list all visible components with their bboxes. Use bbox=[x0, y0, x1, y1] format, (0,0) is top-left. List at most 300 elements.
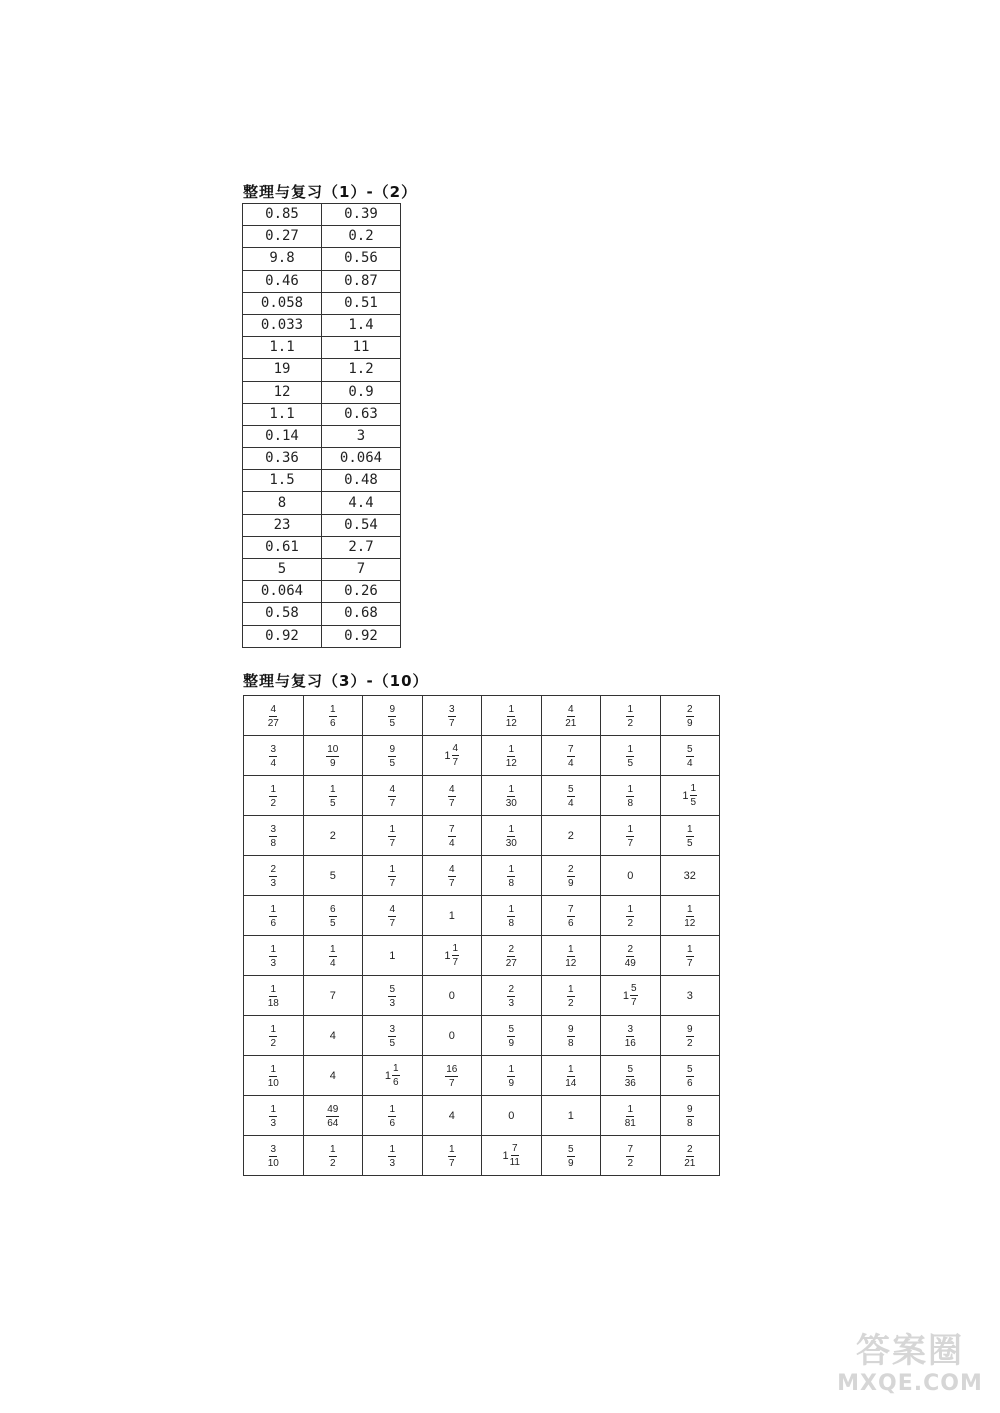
table-cell: 0.92 bbox=[243, 625, 322, 647]
fraction-denominator: 7 bbox=[631, 997, 637, 1008]
table-cell: 8 bbox=[243, 492, 322, 514]
fraction-denominator: 27 bbox=[267, 717, 279, 729]
fraction bbox=[448, 784, 456, 809]
fraction-body bbox=[507, 864, 515, 889]
fraction bbox=[625, 1104, 636, 1129]
fraction-body bbox=[565, 944, 576, 969]
fraction-denominator: 3 bbox=[508, 997, 515, 1009]
fraction bbox=[444, 743, 459, 768]
table-cell bbox=[363, 696, 423, 736]
fraction bbox=[269, 824, 277, 849]
fraction bbox=[448, 824, 456, 849]
table-cell bbox=[541, 736, 601, 776]
fraction-denominator: 4 bbox=[329, 957, 336, 969]
fraction bbox=[567, 784, 575, 809]
table-cell bbox=[303, 1096, 363, 1136]
fraction bbox=[329, 1144, 337, 1169]
fraction-denominator: 3 bbox=[389, 1157, 396, 1169]
table-cell bbox=[303, 736, 363, 776]
table-cell bbox=[541, 896, 601, 936]
fraction-numerator: 1 bbox=[627, 903, 634, 915]
table-cell bbox=[601, 976, 661, 1016]
fraction-denominator: 12 bbox=[565, 957, 577, 969]
fraction bbox=[626, 824, 634, 849]
fraction-body bbox=[630, 983, 638, 1008]
table-cell bbox=[244, 696, 304, 736]
fraction-body bbox=[626, 824, 634, 849]
fraction bbox=[506, 704, 517, 729]
fraction-denominator: 5 bbox=[690, 797, 697, 808]
fraction-whole: 1 bbox=[444, 949, 451, 962]
table-cell: 0 bbox=[422, 1016, 482, 1056]
fraction-numerator: 2 bbox=[508, 983, 515, 995]
table-cell: 0.39 bbox=[322, 204, 401, 226]
table-cell bbox=[660, 816, 720, 856]
table-cell bbox=[422, 1056, 482, 1096]
fraction-denominator: 49 bbox=[624, 957, 636, 969]
fraction-numerator: 4 bbox=[270, 703, 277, 715]
fraction-denominator: 27 bbox=[505, 957, 517, 969]
fraction bbox=[565, 1064, 576, 1089]
fraction-denominator: 6 bbox=[393, 1077, 399, 1088]
fraction bbox=[269, 944, 277, 969]
table-cell bbox=[422, 736, 482, 776]
fraction bbox=[567, 744, 575, 769]
fraction-denominator: 12 bbox=[505, 717, 517, 729]
fraction-body bbox=[388, 904, 396, 929]
fraction-body bbox=[268, 1064, 279, 1089]
fraction-body bbox=[690, 783, 698, 808]
fraction-body bbox=[506, 704, 517, 729]
fraction-body bbox=[268, 704, 279, 729]
fraction-denominator: 5 bbox=[329, 797, 336, 809]
table-row bbox=[243, 359, 401, 381]
table-row bbox=[244, 856, 720, 896]
fraction bbox=[385, 1063, 400, 1088]
table-cell: 1.5 bbox=[243, 470, 322, 492]
fraction-denominator: 3 bbox=[389, 997, 396, 1009]
fraction-numerator: 1 bbox=[270, 1103, 277, 1115]
fraction-denominator: 64 bbox=[327, 1117, 339, 1129]
table-row bbox=[244, 816, 720, 856]
table-cell bbox=[363, 1136, 423, 1176]
fraction-denominator: 7 bbox=[452, 957, 459, 968]
fraction-numerator: 1 bbox=[270, 1063, 277, 1075]
fraction-denominator: 30 bbox=[505, 837, 517, 849]
fraction-body bbox=[448, 704, 456, 729]
fraction-body bbox=[626, 784, 634, 809]
fraction bbox=[326, 744, 339, 769]
table-cell bbox=[541, 1056, 601, 1096]
fraction-body bbox=[567, 784, 575, 809]
table-cell: 0.033 bbox=[243, 314, 322, 336]
fraction-body bbox=[686, 1064, 694, 1089]
table-cell bbox=[601, 696, 661, 736]
table-row bbox=[244, 776, 720, 816]
fraction bbox=[626, 1144, 634, 1169]
fraction-denominator: 12 bbox=[684, 917, 696, 929]
fraction-denominator: 21 bbox=[684, 1157, 696, 1169]
fraction-whole: 1 bbox=[502, 1149, 509, 1162]
fraction bbox=[444, 943, 459, 968]
table-row bbox=[243, 625, 401, 647]
fraction-body bbox=[329, 704, 337, 729]
fraction-body bbox=[567, 1024, 575, 1049]
fraction-numerator: 5 bbox=[686, 1063, 693, 1075]
fraction-numerator: 5 bbox=[627, 1063, 634, 1075]
table-cell: 0.9 bbox=[322, 381, 401, 403]
fraction-numerator: 1 bbox=[627, 743, 634, 755]
table-cell bbox=[303, 1136, 363, 1176]
fraction-numerator: 1 bbox=[448, 1143, 455, 1155]
fraction bbox=[388, 1024, 396, 1049]
table-cell: 0.61 bbox=[243, 536, 322, 558]
fraction-body bbox=[506, 784, 517, 809]
table-cell bbox=[541, 936, 601, 976]
fraction-denominator: 7 bbox=[448, 717, 455, 729]
fraction bbox=[686, 1104, 694, 1129]
fraction-denominator: 4 bbox=[686, 757, 693, 769]
table-row bbox=[243, 270, 401, 292]
fraction-numerator: 3 bbox=[627, 1023, 634, 1035]
table-cell bbox=[244, 976, 304, 1016]
table-cell: 12 bbox=[243, 381, 322, 403]
fraction bbox=[329, 704, 337, 729]
table-cell bbox=[541, 976, 601, 1016]
fraction-body bbox=[565, 704, 576, 729]
table-row bbox=[243, 470, 401, 492]
fraction bbox=[626, 704, 634, 729]
fraction bbox=[269, 1024, 277, 1049]
fraction-denominator: 36 bbox=[624, 1077, 636, 1089]
fraction-numerator: 1 bbox=[686, 943, 693, 955]
fraction-denominator: 7 bbox=[686, 957, 693, 969]
fraction-numerator: 1 bbox=[508, 743, 515, 755]
fraction-numerator: 1 bbox=[270, 1023, 277, 1035]
fraction bbox=[682, 783, 697, 808]
table-cell bbox=[422, 776, 482, 816]
fraction-body bbox=[388, 1144, 396, 1169]
fraction bbox=[625, 944, 636, 969]
fraction-denominator: 11 bbox=[509, 1157, 520, 1168]
fraction bbox=[686, 944, 694, 969]
fraction-denominator: 9 bbox=[567, 1157, 574, 1169]
table-cell: 0.26 bbox=[322, 581, 401, 603]
fraction bbox=[268, 1144, 279, 1169]
table-cell: 0.36 bbox=[243, 448, 322, 470]
fraction-body bbox=[388, 864, 396, 889]
table-row bbox=[243, 314, 401, 336]
table-cell: 5 bbox=[243, 559, 322, 581]
fraction-numerator: 16 bbox=[446, 1063, 458, 1075]
fraction bbox=[388, 864, 396, 889]
table-cell bbox=[660, 1136, 720, 1176]
fraction-body bbox=[329, 904, 337, 929]
fraction-body bbox=[269, 1104, 277, 1129]
table-cell: 7 bbox=[322, 559, 401, 581]
fraction bbox=[567, 984, 575, 1009]
fraction-denominator: 7 bbox=[448, 877, 455, 889]
fraction bbox=[388, 904, 396, 929]
table-cell bbox=[482, 856, 542, 896]
table-row bbox=[243, 536, 401, 558]
fraction-body bbox=[269, 824, 277, 849]
table-cell bbox=[303, 896, 363, 936]
fraction-body bbox=[507, 904, 515, 929]
fraction-body bbox=[448, 824, 456, 849]
fraction-numerator: 1 bbox=[686, 903, 693, 915]
fraction-body bbox=[626, 704, 634, 729]
fraction-body bbox=[269, 904, 277, 929]
fraction-numerator: 1 bbox=[270, 783, 277, 795]
fraction bbox=[502, 1143, 520, 1168]
fraction-numerator: 1 bbox=[567, 1063, 574, 1075]
fraction-denominator: 7 bbox=[448, 797, 455, 809]
table-row bbox=[244, 1016, 720, 1056]
fraction bbox=[623, 983, 638, 1008]
fraction-body bbox=[269, 744, 277, 769]
table-cell bbox=[422, 1136, 482, 1176]
fraction bbox=[329, 784, 337, 809]
fraction-denominator: 2 bbox=[627, 717, 634, 729]
table-cell bbox=[660, 936, 720, 976]
fraction bbox=[686, 704, 694, 729]
fraction-denominator: 9 bbox=[508, 1077, 515, 1089]
table-cell bbox=[660, 1056, 720, 1096]
fraction-numerator: 1 bbox=[389, 823, 396, 835]
table-cell bbox=[363, 976, 423, 1016]
fraction-numerator: 1 bbox=[508, 823, 515, 835]
table-row bbox=[243, 603, 401, 625]
fraction-whole: 1 bbox=[384, 1069, 392, 1082]
fraction-denominator: 14 bbox=[565, 1077, 577, 1089]
fraction-numerator: 1 bbox=[270, 903, 277, 915]
fraction-body bbox=[567, 864, 575, 889]
fraction-denominator: 6 bbox=[567, 917, 574, 929]
fraction-body bbox=[388, 984, 396, 1009]
table-cell: 0.46 bbox=[243, 270, 322, 292]
fraction-numerator: 3 bbox=[270, 823, 277, 835]
fraction-whole: 1 bbox=[444, 749, 451, 762]
fraction-numerator: 9 bbox=[686, 1023, 693, 1035]
table-cell bbox=[244, 736, 304, 776]
table-cell: 0 bbox=[601, 856, 661, 896]
fraction bbox=[625, 1064, 636, 1089]
fraction bbox=[565, 944, 576, 969]
table-cell: 4.4 bbox=[322, 492, 401, 514]
table-cell: 3 bbox=[322, 425, 401, 447]
fraction-body bbox=[507, 984, 515, 1009]
fraction-numerator: 1 bbox=[329, 943, 336, 955]
fraction-denominator: 2 bbox=[627, 917, 634, 929]
fraction-denominator: 4 bbox=[448, 837, 455, 849]
table-cell: 0.63 bbox=[322, 403, 401, 425]
table-cell: 0.14 bbox=[243, 425, 322, 447]
watermark-logo-text: 答案圈 bbox=[856, 1331, 964, 1371]
fraction-denominator: 7 bbox=[389, 797, 396, 809]
table-cell bbox=[541, 1136, 601, 1176]
fraction bbox=[507, 1024, 515, 1049]
fraction-body bbox=[448, 784, 456, 809]
fraction-body bbox=[625, 1104, 636, 1129]
fraction-numerator: 1 bbox=[627, 703, 634, 715]
table-cell bbox=[601, 1016, 661, 1056]
fraction-numerator: 49 bbox=[327, 1103, 339, 1115]
table-row bbox=[244, 696, 720, 736]
table-cell: 7 bbox=[303, 976, 363, 1016]
fraction-numerator: 2 bbox=[686, 703, 693, 715]
table-cell: 5 bbox=[303, 856, 363, 896]
table-cell: 0.54 bbox=[322, 514, 401, 536]
table-cell bbox=[363, 736, 423, 776]
fraction-denominator: 6 bbox=[329, 717, 336, 729]
fraction bbox=[268, 1064, 279, 1089]
fraction-numerator: 1 bbox=[686, 823, 693, 835]
table-cell bbox=[482, 1016, 542, 1056]
fraction bbox=[565, 704, 576, 729]
fraction-numerator: 7 bbox=[567, 743, 574, 755]
fraction bbox=[326, 1104, 339, 1129]
fraction-numerator: 3 bbox=[270, 1143, 277, 1155]
table-cell bbox=[482, 736, 542, 776]
watermark-url: MXQE.COM bbox=[837, 1371, 983, 1396]
fraction bbox=[686, 744, 694, 769]
table-cell: 0.68 bbox=[322, 603, 401, 625]
table-cell: 3 bbox=[660, 976, 720, 1016]
fraction-numerator: 2 bbox=[567, 863, 574, 875]
fraction-body bbox=[268, 984, 279, 1009]
table-cell bbox=[482, 1136, 542, 1176]
fraction bbox=[567, 1144, 575, 1169]
table-cell: 4 bbox=[303, 1016, 363, 1056]
table-row bbox=[244, 1096, 720, 1136]
table-cell bbox=[660, 696, 720, 736]
table-cell: 0.064 bbox=[243, 581, 322, 603]
fraction-denominator: 30 bbox=[505, 797, 517, 809]
fraction-denominator: 2 bbox=[329, 1157, 336, 1169]
fraction bbox=[626, 904, 634, 929]
table-row bbox=[243, 514, 401, 536]
table-row bbox=[243, 448, 401, 470]
table-cell: 0 bbox=[422, 976, 482, 1016]
table-cell: 0.48 bbox=[322, 470, 401, 492]
table-cell bbox=[244, 776, 304, 816]
fraction bbox=[686, 824, 694, 849]
fraction-denominator: 3 bbox=[270, 957, 277, 969]
fraction-body bbox=[507, 1064, 515, 1089]
table-cell bbox=[363, 896, 423, 936]
fraction-numerator: 3 bbox=[389, 1023, 396, 1035]
table-row bbox=[243, 337, 401, 359]
fraction-numerator: 1 bbox=[393, 1063, 399, 1074]
fraction bbox=[507, 864, 515, 889]
table-cell bbox=[363, 1016, 423, 1056]
table-cell bbox=[660, 776, 720, 816]
fraction bbox=[388, 744, 396, 769]
table-row bbox=[243, 248, 401, 270]
fraction-body bbox=[686, 944, 694, 969]
table-row bbox=[243, 559, 401, 581]
fraction bbox=[268, 704, 279, 729]
fraction-numerator: 9 bbox=[567, 1023, 574, 1035]
fraction-body bbox=[448, 864, 456, 889]
fraction bbox=[626, 784, 634, 809]
fraction-body bbox=[269, 1024, 277, 1049]
fraction-denominator: 2 bbox=[627, 1157, 634, 1169]
fraction-body bbox=[567, 744, 575, 769]
fraction-body bbox=[686, 1024, 694, 1049]
fraction-numerator: 6 bbox=[329, 903, 336, 915]
fraction-denominator: 7 bbox=[452, 757, 459, 768]
fraction bbox=[269, 904, 277, 929]
table-row bbox=[244, 936, 720, 976]
fraction bbox=[506, 824, 517, 849]
fraction-numerator: 4 bbox=[448, 783, 455, 795]
fraction-numerator: 1 bbox=[389, 863, 396, 875]
table-row bbox=[243, 381, 401, 403]
table-cell bbox=[601, 776, 661, 816]
fraction-numerator: 3 bbox=[448, 703, 455, 715]
table-cell bbox=[363, 1096, 423, 1136]
fraction-numerator: 1 bbox=[508, 903, 515, 915]
fraction-numerator: 5 bbox=[686, 743, 693, 755]
fraction-denominator: 5 bbox=[389, 717, 396, 729]
table-cell: 1 bbox=[541, 1096, 601, 1136]
table-cell bbox=[601, 1096, 661, 1136]
fraction-denominator: 5 bbox=[627, 757, 634, 769]
fraction bbox=[684, 1144, 695, 1169]
fraction-numerator: 1 bbox=[627, 1103, 634, 1115]
fraction bbox=[388, 704, 396, 729]
fraction-body bbox=[269, 864, 277, 889]
table-cell: 1 bbox=[422, 896, 482, 936]
fraction-numerator: 1 bbox=[389, 1103, 396, 1115]
fraction-denominator: 9 bbox=[329, 757, 336, 769]
table-cell: 1.1 bbox=[243, 403, 322, 425]
fraction bbox=[388, 984, 396, 1009]
table-cell: 0.51 bbox=[322, 292, 401, 314]
fraction-body bbox=[625, 1024, 636, 1049]
table-cell bbox=[303, 936, 363, 976]
table-cell bbox=[601, 936, 661, 976]
table-cell bbox=[601, 816, 661, 856]
fraction-denominator: 81 bbox=[624, 1117, 636, 1129]
table-cell bbox=[541, 856, 601, 896]
fraction-numerator: 1 bbox=[508, 1063, 515, 1075]
table-cell bbox=[541, 776, 601, 816]
fraction-denominator: 8 bbox=[270, 837, 277, 849]
fraction-body bbox=[448, 1144, 456, 1169]
table-row bbox=[244, 1056, 720, 1096]
fraction-numerator: 2 bbox=[508, 943, 515, 955]
fraction-denominator: 7 bbox=[389, 917, 396, 929]
table-cell bbox=[363, 1056, 423, 1096]
fraction-body bbox=[506, 744, 517, 769]
fraction bbox=[507, 1064, 515, 1089]
fraction-body bbox=[269, 944, 277, 969]
table-cell bbox=[244, 1016, 304, 1056]
table-cell: 0.27 bbox=[243, 226, 322, 248]
fraction-numerator: 9 bbox=[686, 1103, 693, 1115]
fraction-numerator: 1 bbox=[508, 703, 515, 715]
fraction-body bbox=[392, 1063, 400, 1088]
table-cell bbox=[601, 1136, 661, 1176]
table-cell bbox=[422, 816, 482, 856]
table-cell bbox=[601, 896, 661, 936]
fraction-numerator: 1 bbox=[329, 1143, 336, 1155]
fraction-denominator: 7 bbox=[389, 877, 396, 889]
fraction-numerator: 1 bbox=[270, 983, 277, 995]
